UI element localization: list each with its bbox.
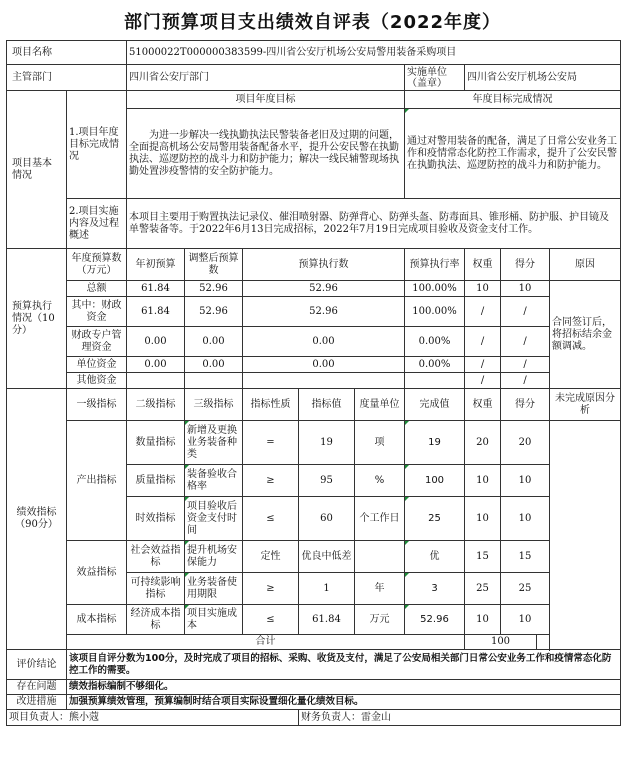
perf-nature: =	[243, 421, 299, 465]
basic-section-label: 项目基本情况	[7, 91, 67, 249]
perf-done: 25	[405, 497, 465, 541]
impl-text: 本项目主要用于购置执法记录仪、催泪喷射器、防弹背心、防弹头盔、防毒面具、锥形桶、防护服、护目镜及单警装备等。于2022年6月13日完成招标，2022年7月19日完成项目验收及资金支付工作。	[127, 199, 621, 249]
budget-header-executed: 预算执行数	[243, 249, 405, 281]
project-name-label: 项目名称	[7, 41, 127, 65]
perf-l2: 可持续影响指标	[127, 573, 185, 605]
budget-adjusted: 0.00	[185, 327, 243, 357]
budget-row-label: 单位资金	[67, 357, 127, 373]
perf-nature: 定性	[243, 541, 299, 573]
impl-unit-label: 实施单位 （盖章）	[405, 65, 465, 91]
perf-row-social	[7, 541, 621, 573]
project-name-value: 51000022T000000383599-四川省公安厅机场公安局警用装备采购项目	[127, 41, 621, 65]
budget-header-reason: 原因	[550, 249, 621, 281]
impl-label: 2.项目实施内容及过程概述	[67, 199, 127, 249]
perf-weight: 10	[465, 497, 501, 541]
perf-header-done: 完成值	[405, 389, 465, 421]
perf-value: 1	[299, 573, 355, 605]
perf-weight: 15	[465, 541, 501, 573]
budget-section-label: 预算执行情况（10分）	[7, 249, 67, 389]
goal-header: 项目年度目标	[127, 91, 405, 109]
perf-l2: 经济成本指标	[127, 605, 185, 635]
cost-label: 成本指标	[67, 605, 127, 635]
budget-row-unit	[7, 357, 621, 373]
budget-header-adjusted: 调整后预算数	[185, 249, 243, 281]
perf-unit: %	[355, 465, 405, 497]
perf-score: 20	[501, 421, 550, 465]
perf-done: 100	[405, 465, 465, 497]
perf-value: 60	[299, 497, 355, 541]
perf-weight: 25	[465, 573, 501, 605]
budget-weight: /	[465, 297, 501, 327]
perf-header-value: 指标值	[299, 389, 355, 421]
done-text: 通过对警用装备的配备，满足了日常公安业务工作和疫情常态化防控工作需求，提升了公安民警在执勤执法、巡逻防控的战斗力和防护能力。	[405, 109, 621, 199]
issue-text: 绩效指标编制不够细化。	[67, 680, 621, 695]
impl-unit-value: 四川省公安厅机场公安局	[465, 65, 621, 91]
perf-value: 19	[299, 421, 355, 465]
perf-unit: 个工作日	[355, 497, 405, 541]
perf-total-row	[7, 635, 621, 650]
perf-header-unit: 度量单位	[355, 389, 405, 421]
output-label: 产出指标	[67, 421, 127, 541]
perf-l3: 装备验收合格率	[185, 465, 243, 497]
budget-row-label: 财政专户管理资金	[67, 327, 127, 357]
evaluation-table	[6, 40, 621, 726]
perf-unit: 项	[355, 421, 405, 465]
budget-initial: 0.00	[127, 327, 185, 357]
budget-weight: 10	[465, 281, 501, 297]
budget-executed: 52.96	[243, 281, 405, 297]
budget-rate: 0.00%	[405, 327, 465, 357]
budget-executed: 52.96	[243, 297, 405, 327]
budget-executed: 0.00	[243, 357, 405, 373]
budget-row-total	[7, 281, 621, 297]
done-header: 年度目标完成情况	[405, 91, 621, 109]
budget-row-other	[7, 373, 621, 389]
perf-header-l2: 二级指标	[127, 389, 185, 421]
perf-row-cost	[7, 605, 621, 635]
budget-row-label: 总额	[67, 281, 127, 297]
perf-weight: 20	[465, 421, 501, 465]
budget-rate: 100.00%	[405, 297, 465, 327]
perf-header-weight: 权重	[465, 389, 501, 421]
budget-header-score: 得分	[501, 249, 550, 281]
budget-score: /	[501, 357, 550, 373]
budget-header-annual: 年度预算数（万元）	[67, 249, 127, 281]
perf-l3: 项目实施成本	[185, 605, 243, 635]
budget-score: /	[501, 297, 550, 327]
perf-section-label: 绩效指标（90分）	[7, 389, 67, 650]
budget-initial: 61.84	[127, 281, 185, 297]
budget-header-weight: 权重	[465, 249, 501, 281]
perf-l3: 提升机场安保能力	[185, 541, 243, 573]
perf-weight: 10	[465, 465, 501, 497]
perf-score: 10	[501, 605, 550, 635]
perf-done: 3	[405, 573, 465, 605]
dept-label: 主管部门	[7, 65, 127, 91]
perf-weight: 10	[465, 605, 501, 635]
perf-header-nature: 指标性质	[243, 389, 299, 421]
budget-score: /	[501, 373, 550, 389]
perf-header-reason: 未完成原因分析	[550, 389, 621, 421]
evaluation-form	[6, 40, 620, 726]
perf-done: 52.96	[405, 605, 465, 635]
perf-done: 19	[405, 421, 465, 465]
budget-executed	[243, 373, 405, 389]
budget-initial: 61.84	[127, 297, 185, 327]
perf-value: 95	[299, 465, 355, 497]
perf-l3: 新增及更换业务装备种类	[185, 421, 243, 465]
perf-score: 10	[501, 497, 550, 541]
perf-value: 61.84	[299, 605, 355, 635]
budget-reason: 合同签订后，将招标结余金额调减。	[550, 281, 621, 389]
perf-value: 优良中低差	[299, 541, 355, 573]
perf-l2: 社会效益指标	[127, 541, 185, 573]
budget-adjusted: 0.00	[185, 357, 243, 373]
budget-row-fiscal	[7, 297, 621, 327]
project-owner: 项目负责人：熊小蔻	[7, 710, 299, 726]
budget-rate: 0.00%	[405, 357, 465, 373]
perf-header-score: 得分	[501, 389, 550, 421]
perf-nature: ≤	[243, 497, 299, 541]
perf-nature: ≥	[243, 465, 299, 497]
budget-row-label: 其他资金	[67, 373, 127, 389]
budget-executed: 0.00	[243, 327, 405, 357]
perf-nature: ≥	[243, 573, 299, 605]
budget-adjusted: 52.96	[185, 281, 243, 297]
budget-row-label: 其中：财政资金	[67, 297, 127, 327]
budget-rate: 100.00%	[405, 281, 465, 297]
perf-header-l1: 一级指标	[67, 389, 127, 421]
budget-rate	[405, 373, 465, 389]
budget-initial	[127, 373, 185, 389]
budget-header-rate: 预算执行率	[405, 249, 465, 281]
perf-done: 优	[405, 541, 465, 573]
perf-unit: 万元	[355, 605, 405, 635]
perf-nature: ≤	[243, 605, 299, 635]
perf-score: 15	[501, 541, 550, 573]
budget-weight: /	[465, 327, 501, 357]
conclusion-text: 该项目自评分数为100分，及时完成了项目的招标、采购、收货及支付，满足了公安局相关部门日常公安业务工作和疫情常态化防控工作的需要。	[67, 650, 621, 680]
perf-l3: 项目验收后资金支付时间	[185, 497, 243, 541]
perf-header-l3: 三级指标	[185, 389, 243, 421]
goal-text: 为进一步解决一线执勤执法民警装备老旧及过期的问题，全面提高机场公安局警用装备配备水平，提升公安民警在执勤执法、巡逻防控的战斗力和防护能力；解决一线民辅警现场执勤处置涉疫警情的安全防护能力。	[127, 109, 405, 199]
perf-l2: 数量指标	[127, 421, 185, 465]
budget-initial: 0.00	[127, 357, 185, 373]
perf-unit: 年	[355, 573, 405, 605]
budget-adjusted	[185, 373, 243, 389]
perf-score: 10	[501, 465, 550, 497]
budget-weight: /	[465, 357, 501, 373]
budget-row-special	[7, 327, 621, 357]
perf-unit	[355, 541, 405, 573]
perf-row-quantity	[7, 421, 621, 465]
goal-label: 1.项目年度目标完成情况	[67, 91, 127, 199]
measure-text: 加强预算绩效管理，预算编制时结合项目实际设置细化量化绩效目标。	[67, 695, 621, 710]
perf-reason	[550, 421, 621, 650]
total-score: 100	[465, 635, 537, 650]
budget-score: 10	[501, 281, 550, 297]
measure-label: 改进措施	[7, 695, 67, 710]
budget-header-initial: 年初预算	[127, 249, 185, 281]
total-label: 合计	[67, 635, 465, 650]
conclusion-label: 评价结论	[7, 650, 67, 680]
issue-label: 存在问题	[7, 680, 67, 695]
benefit-label: 效益指标	[67, 541, 127, 605]
perf-l3: 业务装备使用期限	[185, 573, 243, 605]
perf-l2: 质量指标	[127, 465, 185, 497]
budget-adjusted: 52.96	[185, 297, 243, 327]
dept-value: 四川省公安厅部门	[127, 65, 405, 91]
perf-l2: 时效指标	[127, 497, 185, 541]
page-title: 部门预算项目支出绩效自评表（2022年度）	[123, 12, 502, 33]
budget-weight: /	[465, 373, 501, 389]
perf-score: 25	[501, 573, 550, 605]
budget-score: /	[501, 327, 550, 357]
finance-owner: 财务负责人：雷金山	[299, 710, 621, 726]
